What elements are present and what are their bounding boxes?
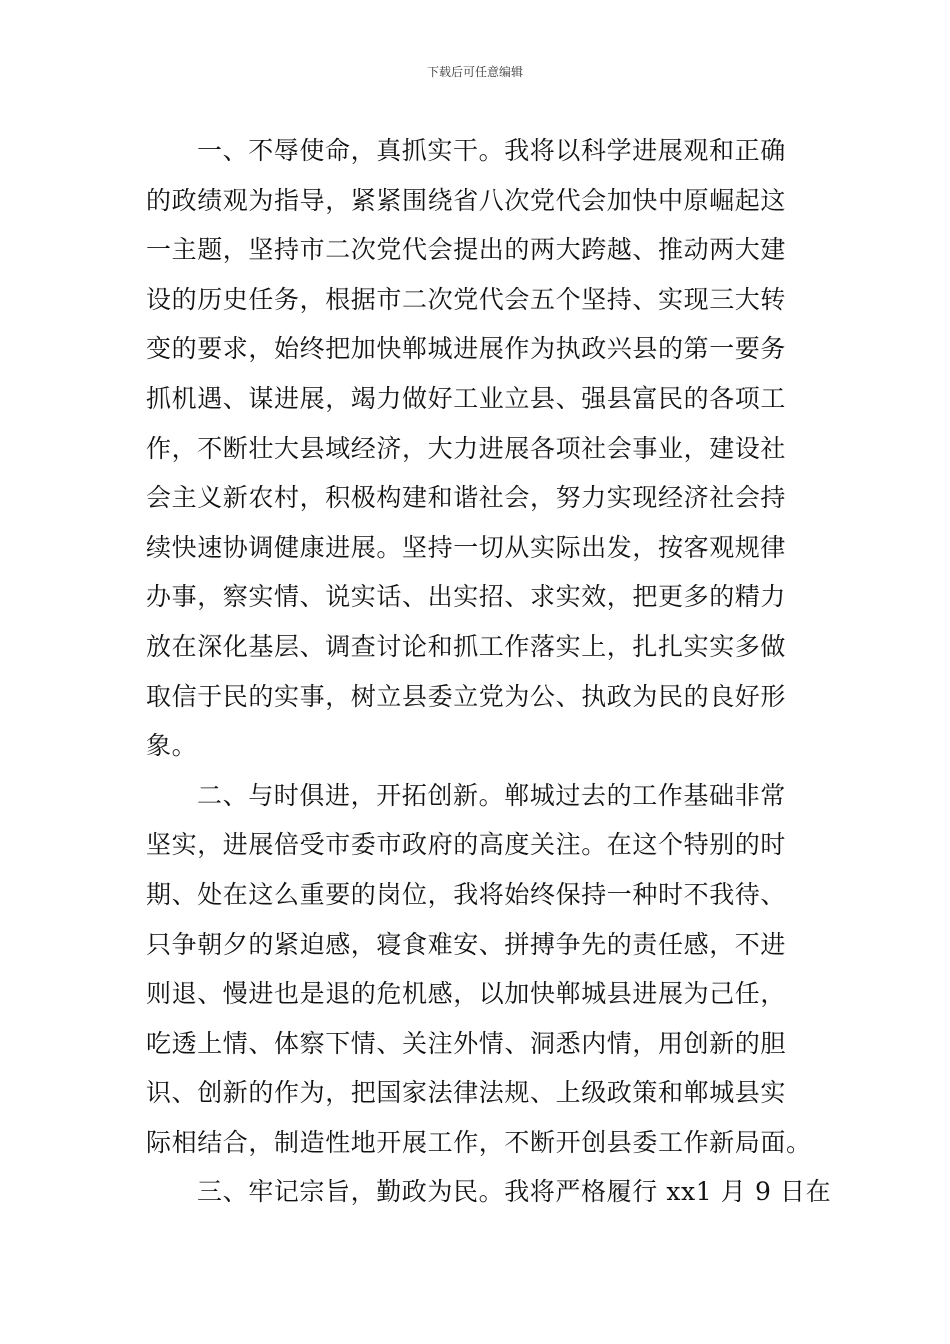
text-line: 会主义新农村，积极构建和谐社会，努力实现经济社会持	[146, 483, 787, 513]
text-line: 只争朝夕的紧迫感，寝食难安、拼搏争先的责任感，不进	[146, 929, 787, 959]
text-line: 办事，察实情、说实话、出实招、求实效，把更多的精力	[146, 582, 787, 612]
page-header: 下载后可任意编辑	[426, 65, 523, 79]
text-line: 放在深化基层、调查讨论和抓工作落实上，扎扎实实多做	[146, 631, 787, 661]
text-line: 坚实，进展倍受市委市政府的高度关注。在这个特别的时	[146, 830, 787, 860]
text-line: 期、处在这么重要的岗位，我将始终保持一种时不我待、	[146, 879, 787, 909]
text-line: 三、牢记宗旨，勤政为民。我将严格履行 xx1 月 9 日在	[197, 1177, 832, 1207]
text-line: 二、与时俱进，开拓创新。郸城过去的工作基础非常	[197, 780, 786, 810]
text-line: 吃透上情、体察下情、关注外情、洞悉内情，用创新的胆	[146, 1028, 787, 1058]
text-line: 际相结合，制造性地开展工作，不断开创县委工作新局面。	[146, 1127, 812, 1157]
text-line: 一主题，坚持市二次党代会提出的两大跨越、推动两大建	[146, 235, 787, 265]
text-line: 则退、慢进也是退的危机感，以加快郸城县进展为己任，	[146, 979, 787, 1009]
text-line: 识、创新的作为，把国家法律法规、上级政策和郸城县实	[146, 1078, 787, 1108]
text-line: 抓机遇、谋进展，竭力做好工业立县、强县富民的各项工	[146, 383, 787, 413]
text-line: 续快速协调健康进展。坚持一切从实际出发，按客观规律	[146, 532, 787, 562]
text-line: 象。	[146, 731, 198, 761]
text-line: 设的历史任务，根据市二次党代会五个坚持、实现三大转	[146, 284, 787, 314]
text-line: 的政绩观为指导，紧紧围绕省八次党代会加快中原崛起这	[146, 185, 787, 215]
document-body	[146, 126, 832, 1217]
text-line: 变的要求，始终把加快郸城进展作为执政兴县的第一要务	[146, 334, 787, 364]
text-line: 取信于民的实事，树立县委立党为公、执政为民的良好形	[146, 681, 787, 711]
text-line: 一、不辱使命，真抓实干。我将以科学进展观和正确	[197, 136, 786, 165]
text-line: 作，不断壮大县域经济，大力进展各项社会事业，建设社	[146, 433, 787, 463]
